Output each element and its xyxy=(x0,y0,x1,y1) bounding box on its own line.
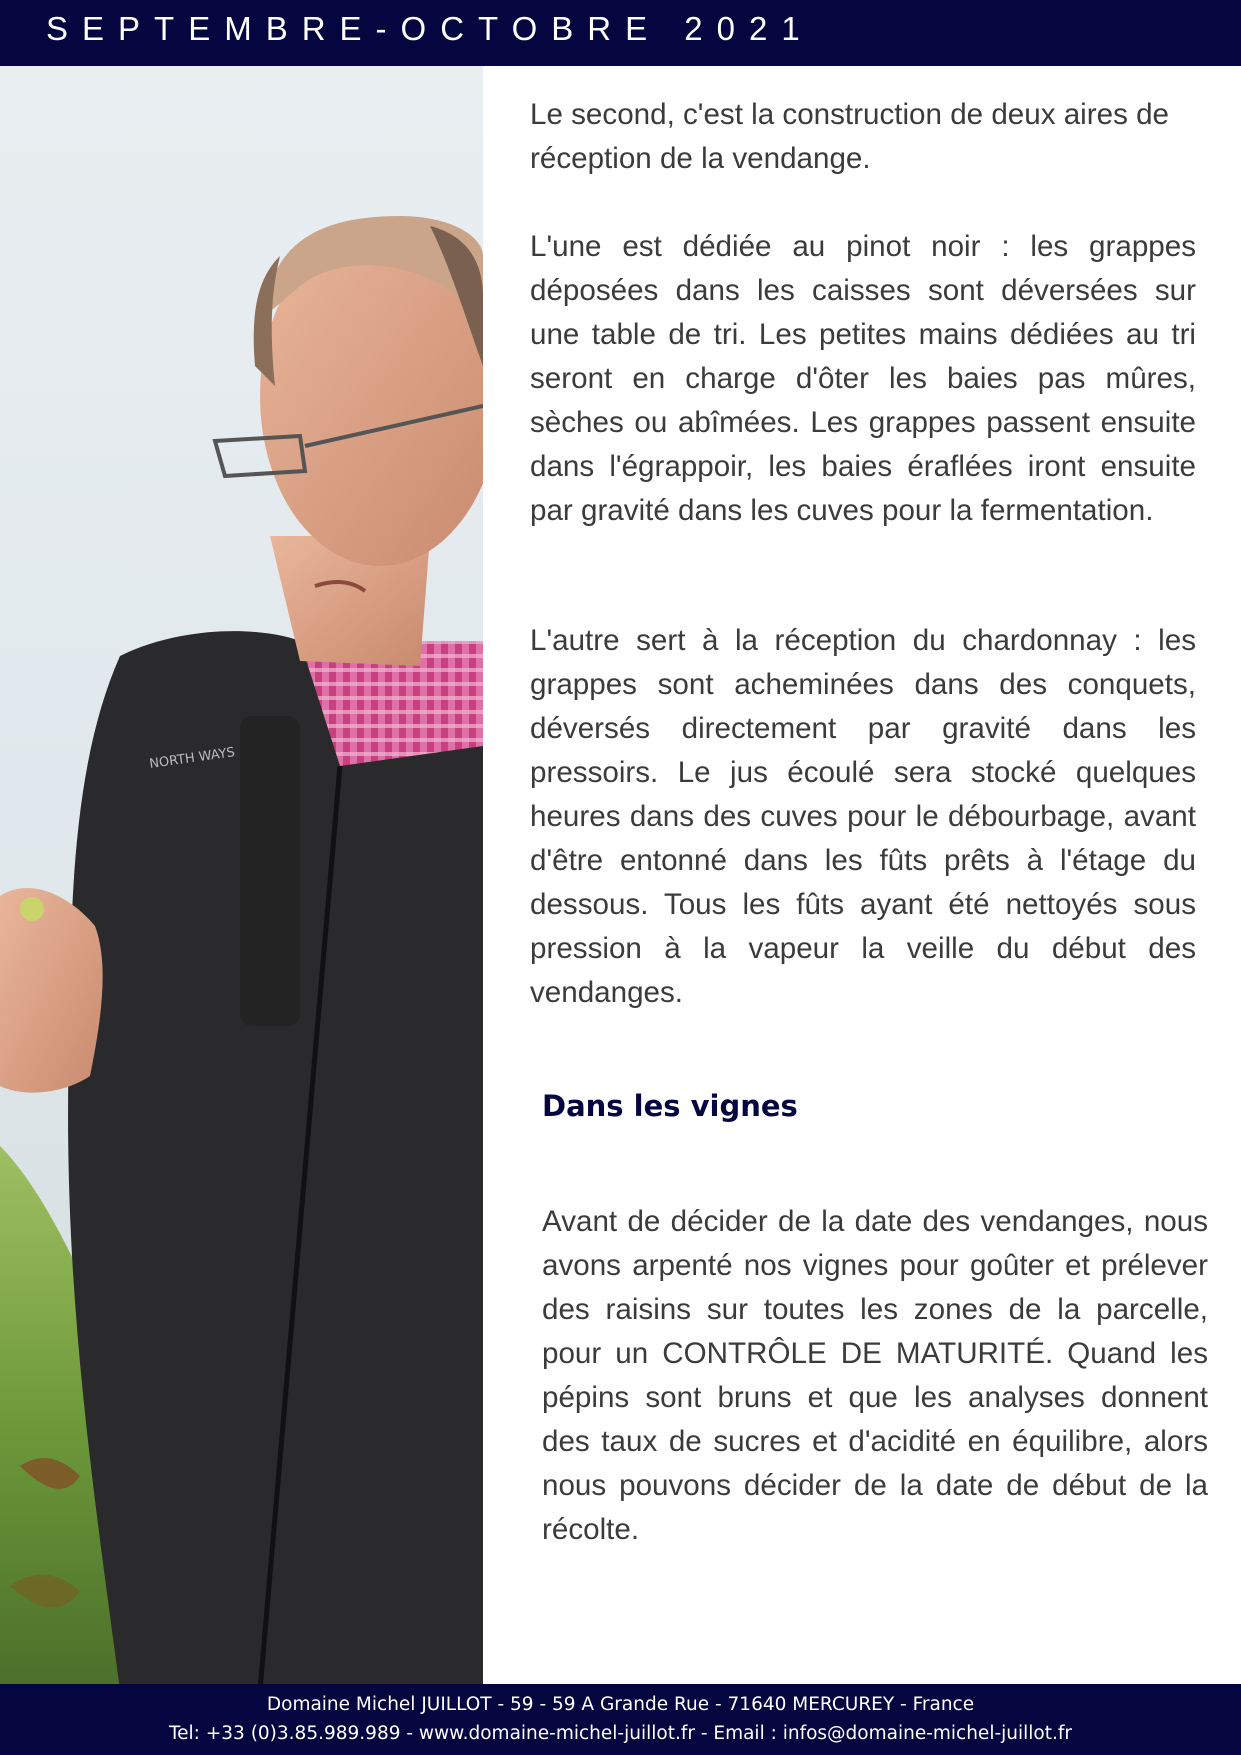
jacket-brand-logo: NORTH WAYS xyxy=(148,745,236,772)
section-heading-vignes: Dans les vignes xyxy=(542,1089,798,1123)
paragraph-chardonnay: L'autre sert à la réception du chardonnay : les grappes sont acheminées dans des conquets, déversés directement par gravité dans les pressoirs. Le jus écoulé sera stocké quelques heures dans des cuves pour le débourbage, avant d'être entonné dans les fûts prêts à l'étage du dessous. Tous les fûts ayant été nettoyés sous pression à la vapeur la veille du début des vendanges. xyxy=(530,624,1196,1009)
grape-berry xyxy=(20,897,44,921)
paragraph-reception-areas: Le second, c'est la construction de deux aires de réception de la vendange. xyxy=(530,98,1170,175)
footer-bar xyxy=(0,1684,1241,1755)
hand xyxy=(0,888,103,1093)
header-bar xyxy=(0,0,1241,66)
footer-address: Domaine Michel JUILLOT - 59 - 59 A Grande Rue - 71640 MERCUREY - France xyxy=(266,1694,975,1715)
issue-date-title: SEPTEMBRE-OCTOBRE 2021 xyxy=(46,10,814,47)
article-column xyxy=(483,66,1241,1684)
footer-contact: Tel: +33 (0)3.85.989.989 - www.domaine-michel-juillot.fr - Email : infos@domaine-michel-juillot.fr xyxy=(168,1723,1072,1744)
paragraph-pinot-noir: L'une est dédiée au pinot noir : les grappes déposées dans les caisses sont déversées sur une table de tri. Les petites mains dédiées au tri seront en charge d'ôter les baies pas mûres, sèches ou abîmées. Les grappes passent ensuite dans l'égrappoir, les baies éraflées iront ensuite par gravité dans les cuves pour la fermentation. xyxy=(530,230,1196,527)
paragraph-maturity-control: Avant de décider de la date des vendanges, nous avons arpenté nos vignes pour goûter et prélever des raisins sur toutes les zones de la parcelle, pour un CONTRÔLE DE MATURITÉ. Quand les pépins sont bruns et que les analyses donnent des taux de sucres et d'acidité en équilibre, alors nous pouvons décider de la date de début de la récolte. xyxy=(542,1205,1208,1546)
winemaker-photo xyxy=(0,66,483,1690)
